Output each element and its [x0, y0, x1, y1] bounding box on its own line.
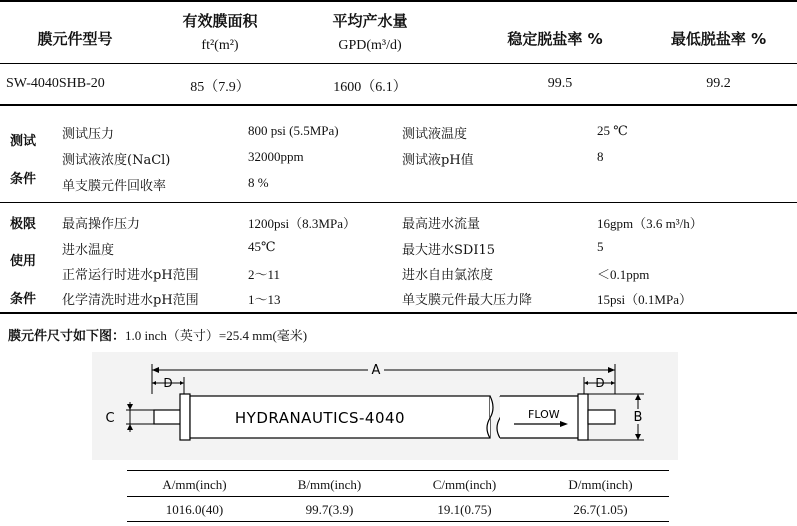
- limit-row-2-name2: 最大进水SDI15: [402, 243, 496, 258]
- dim-value-c: 19.1(0.75): [437, 502, 492, 517]
- limit-row-2-value: 45℃: [248, 239, 276, 254]
- area-value: 85（7.9）: [190, 80, 250, 95]
- limit-row-1-name2: 最高进水流量: [402, 217, 481, 232]
- dim-value-a: 1016.0(40): [165, 502, 224, 517]
- left-end-cap: [180, 394, 190, 440]
- flow-value: 1600（6.1）: [333, 80, 407, 95]
- dimensions-caption: [8, 325, 307, 344]
- header-flow: 平均产水量: [332, 12, 408, 30]
- header-min-rejection: 最低脱盐率 %: [670, 30, 767, 48]
- dim-label-b: B: [633, 410, 643, 425]
- section-rule: [0, 202, 797, 203]
- header-rule: [0, 63, 797, 64]
- test-row-1-value: 800 psi (5.5MPa): [248, 123, 339, 138]
- limits-label-2: 使用: [10, 254, 37, 269]
- limits-label-3: 条件: [10, 292, 37, 307]
- header-model: 膜元件型号: [37, 30, 113, 48]
- membrane-element-diagram: [92, 352, 678, 460]
- dim-header-a: A/mm(inch): [162, 477, 227, 492]
- test-row-1-name2: 测试液温度: [402, 127, 468, 142]
- limit-row-4-name2: 单支膜元件最大压力降: [402, 293, 533, 308]
- header-area-unit: ft²(m²): [201, 38, 239, 53]
- model-value: SW-4040SHB-20: [6, 76, 105, 91]
- limit-row-4-value2: 15psi（0.1MPa）: [597, 292, 692, 307]
- dim-label-d-right: D: [595, 376, 605, 390]
- limit-row-1-value2: 16gpm（3.6 m³/h）: [597, 216, 703, 231]
- dim-value-d: 26.7(1.05): [573, 502, 628, 517]
- min-rejection-value: 99.2: [706, 76, 731, 91]
- limits-label-1: 极限: [10, 217, 37, 232]
- element-brand-text: HYDRANAUTICS-4040: [234, 409, 406, 427]
- dim-table-mid-rule: [127, 496, 669, 497]
- dim-table-bottom-rule: [127, 521, 669, 522]
- table-bottom-rule: [0, 312, 797, 314]
- test-row-2-value2: 8: [597, 149, 604, 164]
- header-flow-unit: GPD(m³/d): [338, 38, 402, 53]
- test-row-1-name: 测试压力: [62, 127, 115, 142]
- limit-row-3-value2: ＜0.1ppm: [597, 267, 650, 282]
- table-top-rule: [0, 0, 797, 2]
- dim-header-d: D/mm(inch): [568, 477, 633, 492]
- dim-label-c: C: [105, 411, 115, 426]
- test-row-2-name2: 测试液pH值: [402, 153, 474, 168]
- dim-header-c: C/mm(inch): [432, 477, 497, 492]
- header-area: 有效膜面积: [182, 12, 258, 30]
- flow-label: FLOW: [528, 408, 560, 421]
- limit-row-4-value: 1～13: [248, 292, 281, 307]
- limit-row-2-value2: 5: [597, 239, 604, 254]
- limit-row-3-name2: 进水自由氯浓度: [402, 268, 494, 283]
- right-end-cap: [578, 394, 588, 440]
- header-stable-rejection: 稳定脱盐率 %: [507, 30, 603, 48]
- dim-value-b: 99.7(3.9): [305, 502, 354, 517]
- dim-label-a: A: [371, 363, 381, 378]
- limit-row-1-value: 1200psi（8.3MPa）: [248, 216, 356, 231]
- test-row-2-value: 32000ppm: [248, 149, 304, 164]
- test-conditions-label-2: 条件: [10, 172, 37, 187]
- dimensions-caption-bold: 膜元件尺寸如下图：: [8, 329, 126, 344]
- dim-table-top-rule: [127, 470, 669, 471]
- test-row-2-name: 测试液浓度(NaCl): [62, 153, 171, 168]
- dim-label-d-left: D: [163, 376, 173, 390]
- dimensions-caption-rest: 1.0 inch（英寸）=25.4 mm(毫米): [125, 328, 308, 343]
- limit-row-4-name: 化学清洗时进水pH范围: [62, 293, 199, 308]
- limit-row-2-name: 进水温度: [62, 243, 115, 258]
- test-row-1-value2: 25 ℃: [597, 123, 628, 138]
- limit-row-3-value: 2～11: [248, 267, 281, 282]
- test-row-3-value: 8 %: [248, 175, 269, 190]
- limit-row-3-name: 正常运行时进水pH范围: [62, 268, 199, 283]
- test-row-3-name: 单支膜元件回收率: [62, 179, 167, 194]
- limit-row-1-name: 最高操作压力: [62, 217, 141, 232]
- test-conditions-label-1: 测试: [10, 134, 37, 149]
- row-rule: [0, 104, 797, 106]
- stable-rejection-value: 99.5: [547, 76, 573, 91]
- dim-header-b: B/mm(inch): [297, 477, 362, 492]
- right-permeate-tube: [588, 410, 615, 424]
